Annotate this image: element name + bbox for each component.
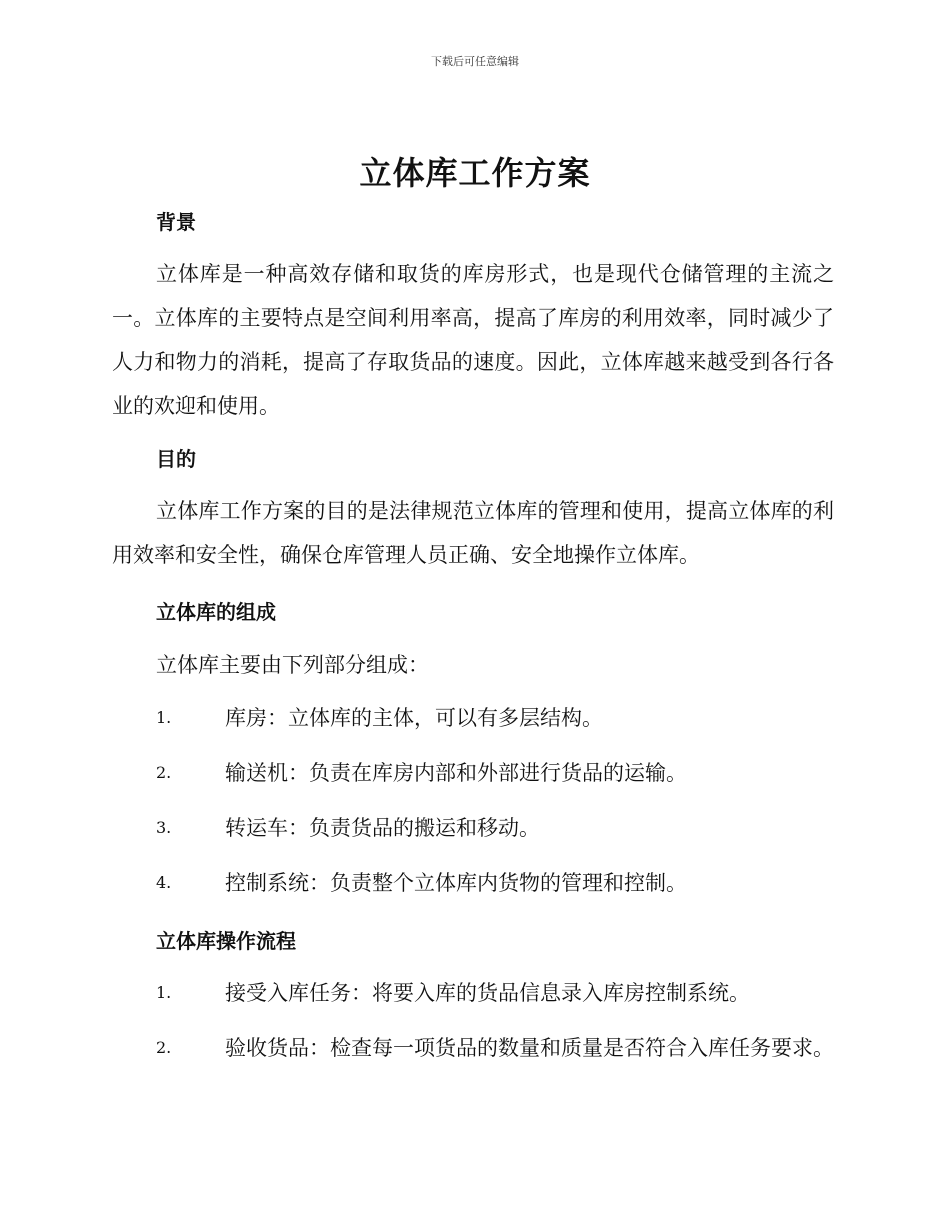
list-number: 1. — [156, 983, 172, 1002]
list-number: 4. — [156, 873, 172, 892]
list-number: 1. — [156, 708, 172, 727]
composition-list-item — [112, 861, 834, 905]
list-number: 3. — [156, 818, 172, 837]
list-text: 验收货品：检查每一项货品的数量和质量是否符合入库任务要求。 — [225, 1036, 834, 1060]
paragraph-composition-intro: 立体库主要由下列部分组成： — [156, 653, 429, 677]
list-number: 2. — [156, 763, 172, 782]
process-list-item — [112, 971, 834, 1015]
composition-list-item — [112, 806, 834, 850]
heading-background: 背景 — [156, 210, 196, 234]
process-list-item — [112, 1026, 834, 1070]
heading-purpose: 目的 — [156, 447, 196, 471]
page-header-note: 下载后可任意编辑 — [431, 55, 519, 68]
list-text: 库房：立体库的主体，可以有多层结构。 — [225, 706, 603, 730]
composition-list-item — [112, 696, 834, 740]
composition-list-item — [112, 751, 834, 795]
document-title: 立体库工作方案 — [359, 154, 591, 192]
list-text: 接受入库任务：将要入库的货品信息录入库房控制系统。 — [225, 981, 750, 1005]
heading-process: 立体库操作流程 — [156, 929, 296, 953]
heading-composition: 立体库的组成 — [156, 600, 276, 624]
list-number: 2. — [156, 1038, 172, 1057]
paragraph-purpose: 立体库工作方案的目的是法律规范立体库的管理和使用，提高立体库的利用效率和安全性，确保仓库管理人员正确、安全地操作立体库。 — [112, 499, 834, 567]
list-text: 转运车：负责货品的搬运和移动。 — [225, 816, 540, 840]
list-text: 控制系统：负责整个立体库内货物的管理和控制。 — [225, 871, 687, 895]
list-text: 输送机：负责在库房内部和外部进行货品的运输。 — [225, 761, 687, 785]
paragraph-background: 立体库是一种高效存储和取货的库房形式，也是现代仓储管理的主流之一。立体库的主要特点是空间利用率高，提高了库房的利用效率，同时减少了人力和物力的消耗，提高了存取货品的速度。因此，立体库越来越受到各行各业的欢迎和使用。 — [112, 262, 834, 418]
